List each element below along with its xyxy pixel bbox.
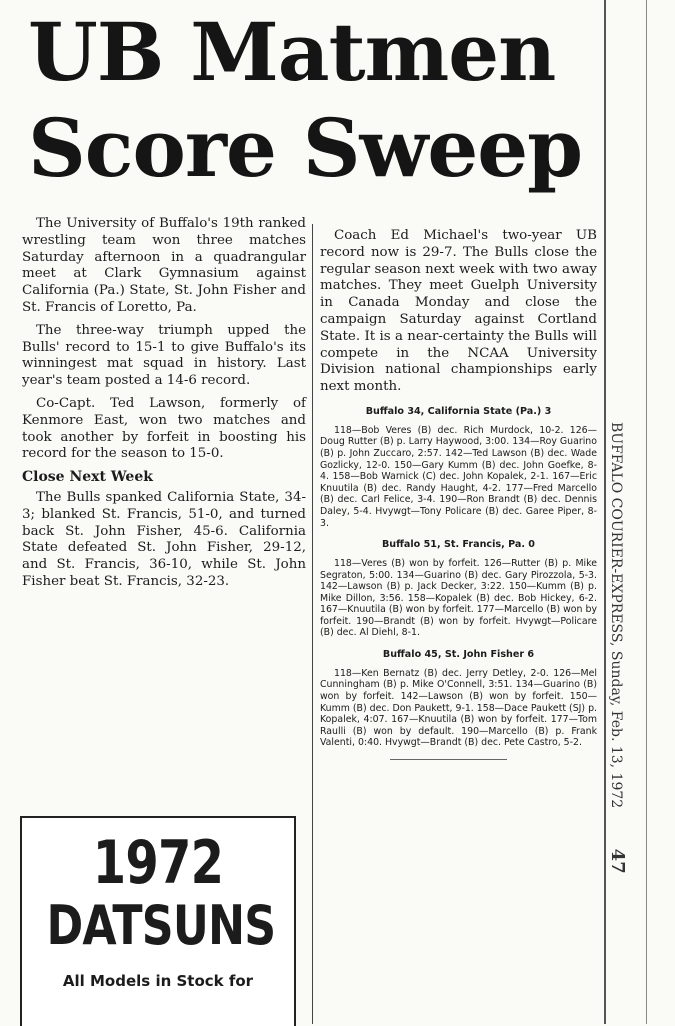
paragraph: Coach Ed Michael's two-year UB record now is 29-7. The Bulls close the regular season next week with two away matches. They meet Guelph University in Canada Monday and close the campaign Saturday against Cortland State. It is a near-certainty the Bulls will compete in the NCAA University Division national championships early next month.	[320, 228, 597, 395]
match-results	[320, 404, 597, 760]
end-rule	[390, 759, 507, 760]
headline-line-1: UB Matmen	[28, 5, 556, 99]
article-left-column	[22, 216, 306, 597]
paragraph: The University of Buffalo's 19th ranked wrestling team won three matches Saturday afternoon in a quadrangular meet at Clark Gymnasium against California (Pa.) State, St. John Fisher and St. Francis of Loretto, Pa.	[22, 216, 306, 315]
subhead: Close Next Week	[22, 469, 153, 486]
article-right-column	[320, 228, 597, 760]
datsun-advertisement	[20, 816, 296, 1026]
page-edge-rule	[604, 0, 606, 1024]
ad-year: 1972	[92, 828, 224, 898]
column-divider	[312, 224, 313, 1024]
headline-line-2: Score Sweep	[28, 101, 583, 195]
source-caption	[607, 422, 628, 982]
paragraph: The Bulls spanked California State, 34-3; blanked St. Francis, 51-0, and turned back St. John Fisher, 45-6. California State defeated St. John Fisher, 29-12, and St. Francis, 36-10, while St. John Fisher beat St. Francis, 32-23.	[22, 489, 306, 589]
paragraph: Co-Capt. Ted Lawson, formerly of Kenmore East, won two matches and took another by forfeit in boosting his record for the season to 15-0.	[22, 395, 306, 462]
result-body: 118—Ken Bernatz (B) dec. Jerry Detley, 2-0. 126—Mel Cunningham (B) p. Mike O'Connell, 3:51. 134—Guarino (B) won by forfeit. 142—Lawson (B) won by forfeit. 150—Kumm (B) dec. Don Paukett, 9-1. 158—Dace Paukett (SJ) p. Kopalek, 4:07. 167—Knuutila (B) won by forfeit. 177—Tom Raulli (B) won by default. 190—Marcello (B) p. Frank Valenti, 0:40. Hvywgt—Brandt (B) dec. Pete Castro, 5-2.	[320, 667, 597, 749]
result-body: 118—Veres (B) won by forfeit. 126—Rutter (B) p. Mike Segraton, 5:00. 134—Guarino (B) dec. Gary Pirozzola, 5-3. 142—Lawson (B) p. Jack Decker, 3:22. 150—Kumm (B) p. Mike Dillon, 3:56. 158—Kopalek (B) dec. Bob Hickey, 6-2. 167—Knuutila (B) won by forfeit. 177—Marcello (B) won by forfeit. 190—Brandt (B) won by forfeit. Hvywgt—Policare (B) dec. Al Diehl, 8-1.	[320, 557, 597, 639]
margin-rule	[646, 0, 647, 1024]
result-heading: Buffalo 45, St. John Fisher 6	[382, 649, 535, 661]
result-body: 118—Bob Veres (B) dec. Rich Murdock, 10-2. 126—Doug Rutter (B) p. Larry Haywood, 3:00. 134—Roy Guarino (B) p. John Zuccaro, 2:57. 142—Ted Lawson (B) dec. Wade Gozlicky, 12-0. 150—Gary Kumm (B) dec. John Goefke, 8-4. 158—Bob Warnick (C) dec. John Kopalek, 2-1. 167—Eric Knuutila (B) dec. Randy Haught, 4-2. 177—Fred Marcello (B) dec. Carl Felice, 3-4. 190—Ron Brandt (B) dec. Dennis Daley, 5-4. Hvywgt—Tony Policare (B) dec. Garee Piper, 8-3.	[320, 424, 597, 529]
ad-tagline: All Models in Stock for	[62, 972, 254, 990]
result-heading: Buffalo 34, California State (Pa.) 3	[365, 405, 552, 417]
source-line: BUFFALO COURIER-EXPRESS, Sunday, Feb. 13, 1972	[608, 422, 624, 809]
ad-brand: DATSUNS	[46, 894, 276, 957]
paragraph: The three-way triumph upped the Bulls' record to 15-1 to give Buffalo's its winningest mat squad in history. Last year's team posted a 14-6 record.	[22, 322, 306, 389]
headline	[28, 4, 582, 196]
page-number: 47	[607, 848, 628, 874]
result-heading: Buffalo 51, St. Francis, Pa. 0	[382, 539, 535, 551]
